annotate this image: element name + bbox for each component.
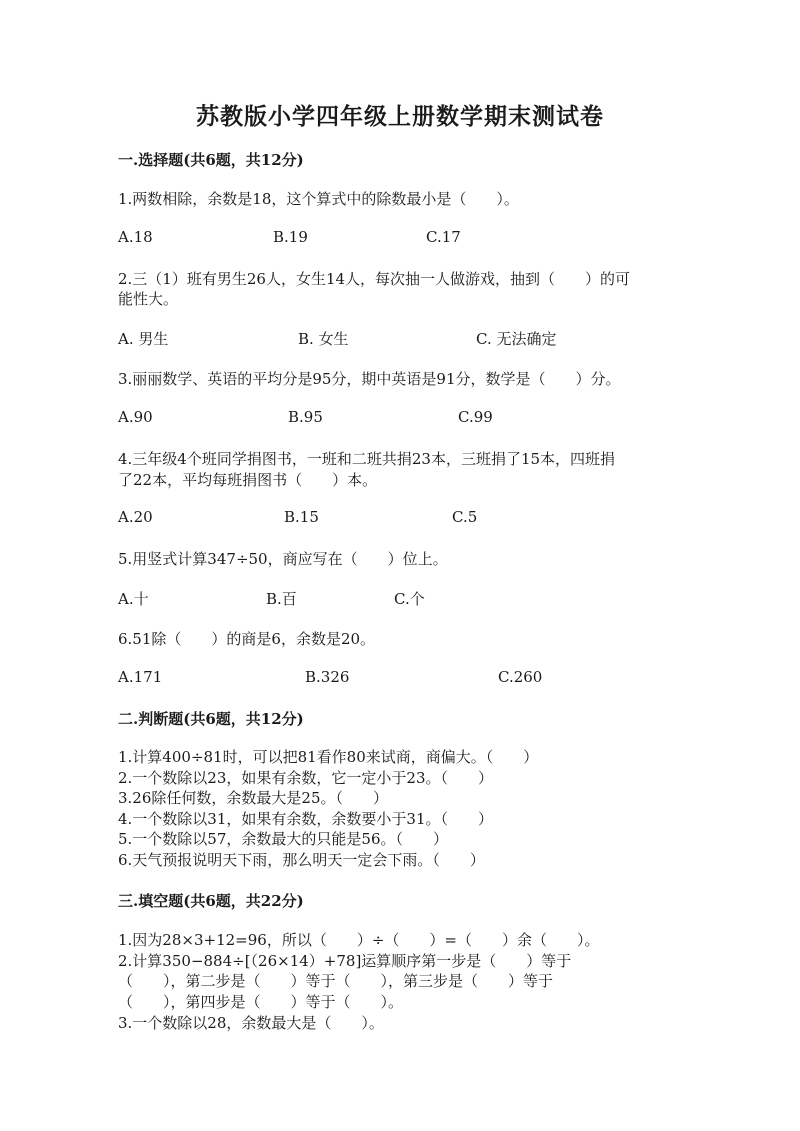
judge-item: 2.一个数除以23，如果有余数，它一定小于23。（ ） [118, 769, 493, 787]
option-c: C.260 [498, 668, 543, 686]
option-c: C.17 [426, 228, 461, 246]
fill-item: （ ），第四步是（ ）等于（ ）。 [118, 993, 404, 1011]
option-a: A.十 [118, 590, 149, 608]
question-text: 6.51除（ ）的商是6，余数是20。 [118, 630, 376, 648]
fill-item: 3.一个数除以28，余数最大是（ ）。 [118, 1014, 384, 1032]
section-heading-fill-blank: 三.填空题(共6题，共22分) [118, 892, 304, 910]
question-text: 能性大。 [118, 290, 179, 308]
option-b: B.326 [305, 668, 350, 686]
option-a: A.18 [118, 228, 153, 246]
judge-item: 1.计算400÷81时，可以把81看作80来试商，商偏大。（ ） [118, 748, 539, 766]
fill-item: （ ），第二步是（ ）等于（ ），第三步是（ ）等于 [118, 972, 554, 990]
question-text: 了22本，平均每班捐图书（ ）本。 [118, 471, 378, 489]
option-b: B.百 [266, 590, 297, 608]
judge-item: 6.天气预报说明天下雨，那么明天一定会下雨。（ ） [118, 851, 485, 869]
section-heading-true-false: 二.判断题(共6题，共12分) [118, 710, 304, 728]
judge-item: 4.一个数除以31，如果有余数，余数要小于31。（ ） [118, 810, 493, 828]
option-b: B.19 [273, 228, 308, 246]
option-b: B.15 [284, 508, 319, 526]
question-text: 2.三（1）班有男生26人，女生14人，每次抽一人做游戏，抽到（ ）的可 [118, 270, 631, 288]
option-a: A.171 [118, 668, 163, 686]
fill-item: 2.计算350−884÷[（26×14）+78]运算顺序第一步是（ ）等于 [118, 952, 572, 970]
option-a: A. 男生 [118, 330, 169, 348]
option-c: C.个 [394, 590, 425, 608]
fill-item: 1.因为28×3+12=96，所以（ ）÷（ ）=（ ）余（ ）。 [118, 931, 600, 949]
question-text: 1.两数相除，余数是18，这个算式中的除数最小是（ ）。 [118, 190, 519, 208]
option-c: C.99 [458, 408, 493, 426]
judge-item: 3.26除任何数，余数最大是25。（ ） [118, 789, 388, 807]
section-heading-choice: 一.选择题(共6题，共12分) [118, 151, 304, 169]
question-text: 4.三年级4个班同学捐图书，一班和二班共捐23本，三班捐了15本，四班捐 [118, 450, 616, 468]
question-text: 3.丽丽数学、英语的平均分是95分，期中英语是91分，数学是（ ）分。 [118, 370, 621, 388]
option-a: A.20 [118, 508, 153, 526]
option-b: B. 女生 [298, 330, 349, 348]
judge-item: 5.一个数除以57，余数最大的只能是56。（ ） [118, 830, 448, 848]
option-c: C.5 [452, 508, 478, 526]
page-title: 苏教版小学四年级上册数学期末测试卷 [196, 103, 604, 130]
option-b: B.95 [288, 408, 323, 426]
question-text: 5.用竖式计算347÷50，商应写在（ ）位上。 [118, 550, 448, 568]
option-c: C. 无法确定 [476, 330, 557, 348]
option-a: A.90 [118, 408, 153, 426]
